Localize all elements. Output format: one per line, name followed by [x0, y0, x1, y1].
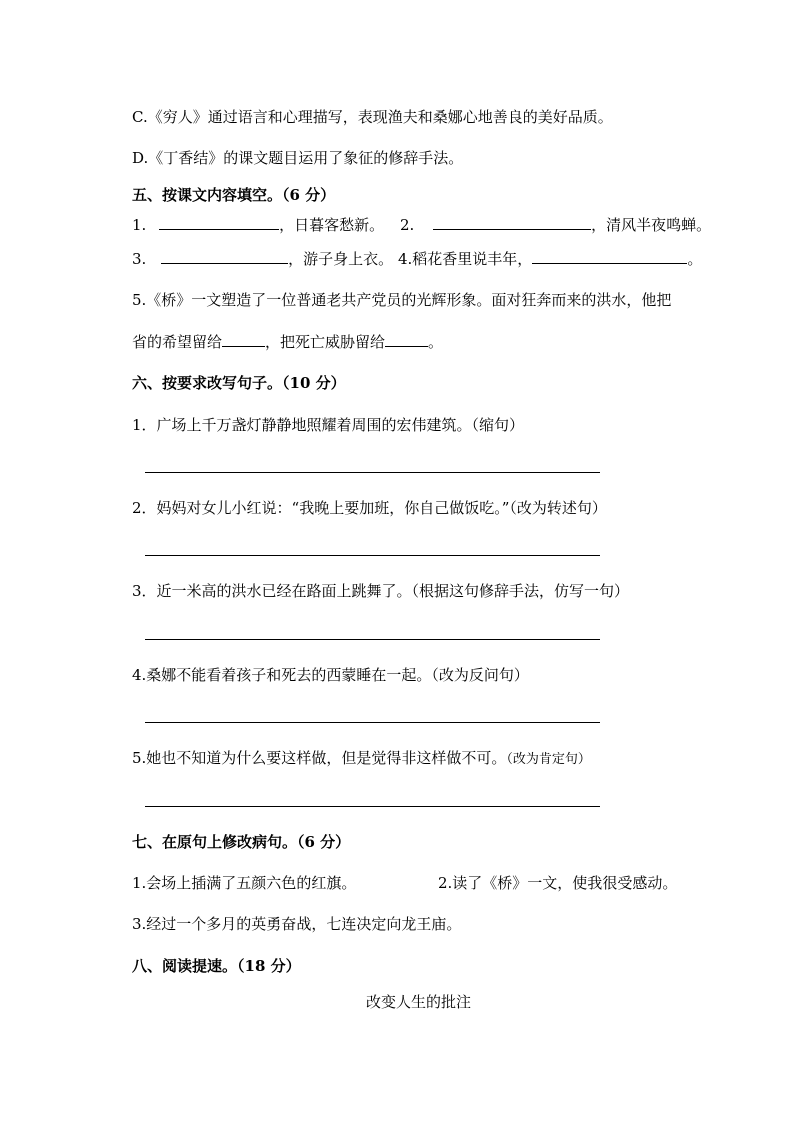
fill-item-2-number: 2.	[400, 216, 415, 234]
section-5-heading: 五、按课文内容填空。（6 分）	[132, 186, 336, 204]
sick-sentence-2: 2.读了《桥》一文，使我很受感动。	[438, 874, 678, 892]
sick-sentence-1: 1.会场上插满了五颜六色的红旗。	[132, 874, 357, 892]
fill-item-5-part-a: 省的希望留给	[132, 333, 223, 351]
section-8-heading: 八、阅读提速。（18 分）	[132, 957, 301, 975]
fill-item-4-end: 。	[687, 250, 703, 268]
passage-title: 改变人生的批注	[366, 993, 472, 1011]
option-d: D.《丁香结》的课文题目运用了象征的修辞手法。	[132, 149, 464, 167]
rewrite-q5	[132, 748, 591, 770]
fill-item-1-number: 1.	[132, 216, 147, 234]
answer-line-4[interactable]	[145, 722, 600, 723]
fill-item-2-text: ，清风半夜鸣蝉。	[591, 216, 712, 234]
fill-item-4-text: 4.稻花香里说丰年，	[398, 250, 533, 268]
fill-blank-5a[interactable]	[222, 332, 265, 347]
fill-blank-1[interactable]	[159, 215, 279, 230]
section-7-heading: 七、在原句上修改病句。（6 分）	[132, 833, 351, 851]
answer-line-5[interactable]	[145, 806, 600, 807]
fill-item-4	[398, 249, 702, 269]
fill-item-1	[132, 215, 384, 235]
answer-line-1[interactable]	[145, 472, 600, 473]
rewrite-q2: 2．妈妈对女儿小红说：“我晚上要加班，你自己做饭吃。”（改为转述句）	[132, 499, 607, 517]
fill-item-3	[132, 249, 393, 269]
answer-line-3[interactable]	[145, 639, 600, 640]
rewrite-q4: 4.桑娜不能看着孩子和死去的西蒙睡在一起。（改为反问句）	[132, 666, 529, 684]
sick-sentence-3: 3.经过一个多月的英勇奋战，七连决定向龙王庙。	[132, 915, 462, 933]
fill-item-5-part-c: 。	[428, 333, 444, 351]
fill-blank-2[interactable]	[433, 215, 591, 230]
rewrite-q5-note: （改为肯定句）	[506, 752, 591, 767]
fill-blank-3[interactable]	[161, 249, 288, 264]
fill-item-3-text: ，游子身上衣。	[288, 250, 394, 268]
rewrite-q1: 1．广场上千万盏灯静静地照耀着周围的宏伟建筑。（缩句）	[132, 416, 525, 434]
fill-blank-5b[interactable]	[385, 332, 428, 347]
fill-item-5-line2	[132, 332, 443, 352]
fill-item-2	[400, 215, 711, 235]
rewrite-q3: 3．近一米高的洪水已经在路面上跳舞了。（根据这句修辞手法，仿写一句）	[132, 582, 630, 600]
option-c: C.《穷人》通过语言和心理描写，表现渔夫和桑娜心地善良的美好品质。	[132, 108, 613, 126]
rewrite-q5-text: 5.她也不知道为什么要这样做，但是觉得非这样做不可。	[132, 749, 507, 767]
fill-item-1-text: ，日暮客愁新。	[279, 216, 385, 234]
section-6-heading: 六、按要求改写句子。（10 分）	[132, 374, 346, 392]
fill-item-3-number: 3.	[132, 250, 147, 268]
fill-item-5-part-b: ，把死亡威胁留给	[265, 333, 386, 351]
answer-line-2[interactable]	[145, 555, 600, 556]
fill-blank-4[interactable]	[532, 249, 687, 264]
fill-item-5-line1: 5.《桥》一文塑造了一位普通老共产党员的光辉形象。面对狂奔而来的洪水，他把	[132, 291, 672, 309]
